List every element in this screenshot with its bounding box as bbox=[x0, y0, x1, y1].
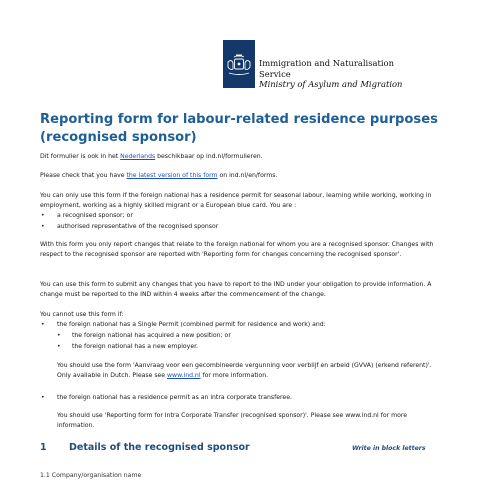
bullet-icon: • bbox=[57, 332, 61, 339]
section-title: Details of the recognised sponsor bbox=[69, 442, 250, 453]
dutch-link[interactable]: Nederlands bbox=[120, 153, 156, 160]
submit-paragraph: You can use this form to submit any changes that you have to report to the IND under your obligation to provide information. A change must be reported to the IND within 4 weeks after the commencement of the change. bbox=[40, 281, 432, 299]
organisation-name bbox=[259, 58, 402, 90]
cannot-bullet-1: the foreign national has a Single Permit (combined permit for residence and work) and: bbox=[57, 321, 326, 328]
form-title-line-1: Reporting form for labour-related residence purposes bbox=[40, 112, 438, 127]
cannot-sub-bullet-2: the foreign national has a new employer. bbox=[72, 343, 199, 350]
cannot-bullet-2: the foreign national has a residence permit as an intra corporate transferee. bbox=[57, 394, 292, 401]
latest-version-link[interactable]: the latest version of this form bbox=[126, 172, 218, 179]
org-line-2: Service bbox=[259, 68, 291, 79]
version-text-after: on ind.nl/en/forms. bbox=[217, 172, 278, 179]
form-title bbox=[40, 111, 460, 148]
bullet-icon: • bbox=[41, 212, 45, 219]
section-number: 1 bbox=[40, 442, 47, 453]
bullet-icon: • bbox=[57, 343, 61, 350]
gvva-paragraph bbox=[57, 361, 440, 382]
bullet-icon: • bbox=[41, 394, 45, 401]
cannot-sub-bullet-1: the foreign national has acquired a new position; or bbox=[72, 332, 231, 339]
latest-version-text bbox=[40, 171, 444, 181]
bullet-icon: • bbox=[41, 223, 45, 230]
version-text-before: Please check that you have bbox=[40, 172, 127, 179]
org-line-1: Immigration and Naturalisation bbox=[259, 58, 394, 68]
dutch-text-before: Dit formulier is ook in het bbox=[40, 153, 121, 160]
ministry-name: Ministry of Asylum and Migration bbox=[259, 79, 403, 90]
block-letters-note: Write in block letters bbox=[352, 445, 426, 452]
field-label-company-name: 1.1 Company/organisation name bbox=[40, 472, 142, 479]
bullet-icon: • bbox=[41, 321, 45, 328]
coat-of-arms-icon bbox=[225, 54, 253, 76]
ind-website-link[interactable]: www.ind.nl bbox=[167, 372, 201, 380]
use-bullet-2: authorised representative of the recognised sponsor bbox=[57, 223, 219, 230]
dutch-text-after: beschikbaar op ind.nl/formulieren. bbox=[155, 153, 263, 160]
government-logo-band bbox=[223, 40, 255, 88]
report-paragraph: With this form you only report changes that relate to the foreign national for whom you are a recognised sponsor. Changes with respect to the recognised sponsor are reported with 'Reporting form for changes concerning the recognised sponsor'. bbox=[40, 241, 434, 259]
cannot-use-heading: You cannot use this form if: bbox=[40, 311, 124, 318]
form-title-line-2: (recognised sponsor) bbox=[40, 130, 197, 146]
ict-paragraph: You should use 'Reporting form for Intra Corporate Transfer (recognised sponsor)'. Please see www.ind.nl for more information. bbox=[57, 412, 408, 430]
dutch-availability-text bbox=[40, 152, 444, 162]
usage-paragraph: You can only use this form if the foreign national has a residence permit for seasonal labour, learning while working, working in employment, working as a highly skilled migrant or a European blue card. You are : bbox=[40, 192, 432, 210]
gvva-text-after: for more information. bbox=[200, 372, 269, 380]
gvva-text-before: You should use the form 'Aanvraag voor een gecombineerde vergunning voor verblijf en arbeid (GVVA) (erkend referent)'. Only available in Dutch. Please see bbox=[57, 362, 432, 380]
use-bullet-1: a recognised sponsor; or bbox=[57, 212, 133, 219]
